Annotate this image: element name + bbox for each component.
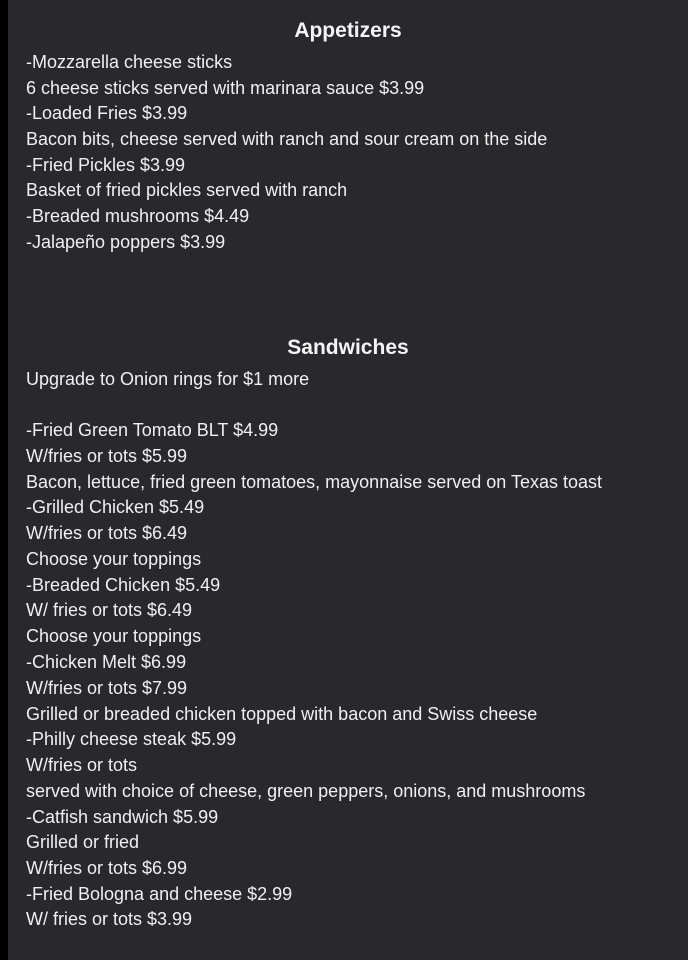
menu-line: -Breaded Chicken $5.49 (26, 575, 221, 595)
menu-line: W/ fries or tots $6.49 (26, 600, 193, 620)
menu-line: -Chicken Melt $6.99 (26, 652, 187, 672)
menu-line: Upgrade to Onion rings for $1 more (26, 369, 310, 389)
menu-line: W/fries or tots (26, 755, 138, 775)
sandwiches-heading: Sandwiches (287, 336, 409, 359)
menu-panel (8, 0, 688, 960)
menu-line: Bacon bits, cheese served with ranch and sour cream on the side (26, 129, 548, 149)
menu-line: Basket of fried pickles served with ranch (26, 180, 348, 200)
menu-line: -Fried Green Tomato BLT $4.99 (26, 420, 279, 440)
appetizers-heading: Appetizers (294, 19, 402, 42)
menu-line: Choose your toppings (26, 626, 202, 646)
menu-line: -Jalapeño poppers $3.99 (26, 232, 226, 252)
menu-line: W/fries or tots $6.49 (26, 523, 188, 543)
menu-line: W/ fries or tots $3.99 (26, 909, 193, 929)
menu-line: -Loaded Fries $3.99 (26, 103, 188, 123)
menu-line: served with choice of cheese, green peppers, onions, and mushrooms (26, 781, 586, 801)
menu-line: -Grilled Chicken $5.49 (26, 497, 205, 517)
menu-line: Bacon, lettuce, fried green tomatoes, mayonnaise served on Texas toast (26, 472, 602, 492)
menu-line: -Mozzarella cheese sticks (26, 52, 233, 72)
menu-line: Choose your toppings (26, 549, 202, 569)
menu-line: W/fries or tots $7.99 (26, 678, 188, 698)
menu-line: -Fried Bologna and cheese $2.99 (26, 884, 293, 904)
menu-line: Grilled or breaded chicken topped with bacon and Swiss cheese (26, 704, 538, 724)
menu-line: -Breaded mushrooms $4.49 (26, 206, 250, 226)
menu-line: Grilled or fried (26, 832, 140, 852)
menu-line: 6 cheese sticks served with marinara sauce $3.99 (26, 78, 425, 98)
menu-line: W/fries or tots $5.99 (26, 446, 188, 466)
menu-line: -Fried Pickles $3.99 (26, 155, 186, 175)
menu-line: -Philly cheese steak $5.99 (26, 729, 237, 749)
menu-line: -Catfish sandwich $5.99 (26, 807, 219, 827)
menu-line: W/fries or tots $6.99 (26, 858, 188, 878)
